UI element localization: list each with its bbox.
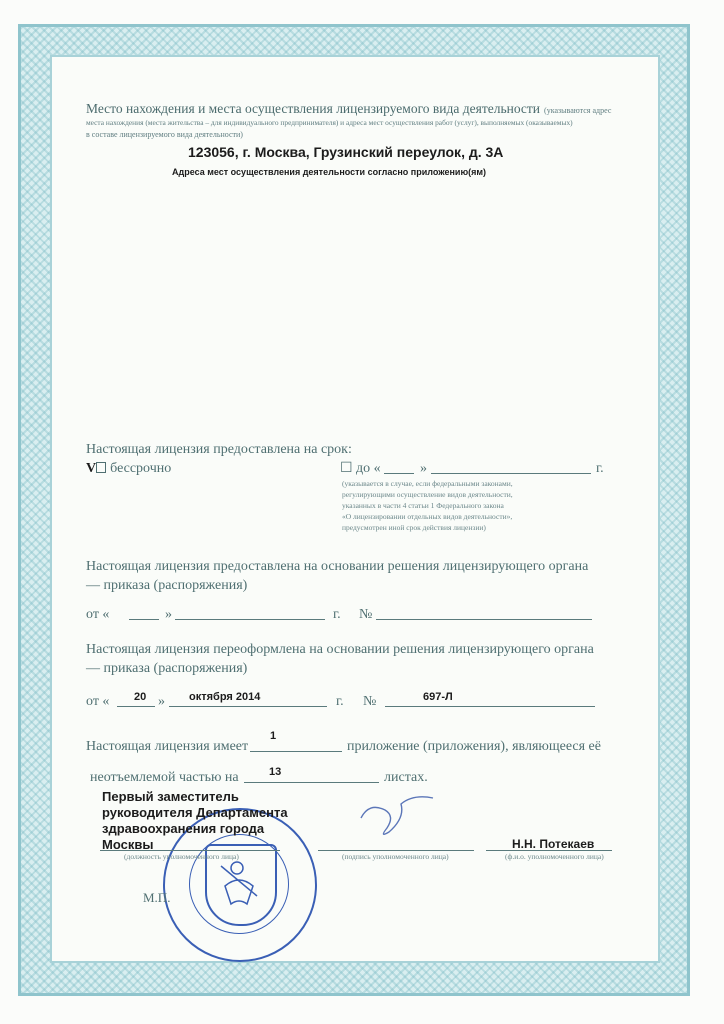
- appendix-count-line: [250, 751, 342, 752]
- position-note: (должность уполномоченного лица): [124, 852, 239, 861]
- signer-position-line: здравоохранения города: [102, 821, 265, 836]
- reissue-month-year: октября 2014: [189, 691, 261, 703]
- term-note-line: предусмотрен иной срок действия лицензии): [342, 523, 486, 532]
- signer-name: Н.Н. Потекаев: [512, 837, 595, 851]
- basis-year: г.: [333, 607, 341, 622]
- reissue-number: 697-Л: [423, 691, 453, 703]
- header-note-line2: места нахождения (места жительства – для индивидуального предпринимателя) и адреса мест осуществления работ (услуг), выполняемых (оказываемых): [86, 118, 573, 127]
- appendix-sheets: 13: [269, 766, 282, 778]
- signer-position-line: Первый заместитель: [102, 789, 239, 804]
- basis-line1: Настоящая лицензия предоставлена на основании решения лицензирующего органа: [86, 559, 589, 574]
- until-year: г.: [596, 461, 604, 476]
- reissue-day-line: [117, 706, 155, 707]
- term-note-line: «О лицензировании отдельных видов деятельности»,: [342, 512, 513, 521]
- appendix-line2-before: неотъемлемой частью на: [90, 770, 239, 785]
- checkbox-icon: [96, 462, 106, 473]
- reissue-from: от «: [86, 694, 110, 709]
- basis-line2: — приказа (распоряжения): [86, 578, 248, 593]
- header-note-line3: в составе лицензируемого вида деятельности): [86, 130, 243, 139]
- term-note-line: указанных в части 4 статьи 1 Федерального закона: [342, 501, 504, 510]
- address-note: Адреса мест осуществления деятельности согласно приложению(ям): [172, 167, 487, 177]
- reissue-number-line: [385, 706, 595, 707]
- until-mid: »: [420, 461, 427, 476]
- basis-day-line: [129, 619, 159, 620]
- term-unlimited: [86, 459, 171, 478]
- reissue-date-line: [169, 706, 327, 707]
- until-date-line: [431, 473, 591, 474]
- appendix-count: 1: [270, 730, 277, 742]
- term-heading: Настоящая лицензия предоставлена на срок:: [86, 442, 352, 457]
- signer-position: [102, 789, 288, 853]
- until-day-line: [384, 473, 414, 474]
- header-note-inline: (указываются адрес: [544, 106, 612, 115]
- term-note-line: (указывается в случае, если федеральными законами,: [342, 479, 513, 488]
- reissue-line2: — приказа (распоряжения): [86, 661, 248, 676]
- reissue-close: »: [158, 694, 165, 709]
- name-note: (ф.и.о. уполномоченного лица): [505, 852, 604, 861]
- basis-date-line: [175, 619, 325, 620]
- term-note: [342, 478, 542, 533]
- header-title: Место нахождения и места осуществления лицензируемого вида деятельности: [86, 101, 541, 116]
- appendix-text-after: приложение (приложения), являющееся её: [347, 739, 601, 754]
- term-note-line: регулирующими осуществление видов деятельности,: [342, 490, 513, 499]
- appendix-line2-after: листах.: [384, 770, 428, 785]
- signature-note: (подпись уполномоченного лица): [342, 852, 449, 861]
- license-address: 123056, г. Москва, Грузинский переулок, д. 3А: [188, 144, 504, 160]
- basis-close: »: [165, 607, 172, 622]
- handwritten-signature: [355, 788, 440, 843]
- header-block: [86, 100, 646, 118]
- seal-place-mark: М.П.: [143, 890, 171, 905]
- reissue-year: г.: [336, 694, 344, 709]
- appendix-sheets-line: [244, 782, 379, 783]
- until-prefix: ☐ до «: [340, 461, 381, 476]
- basis-number-line: [376, 619, 592, 620]
- unlimited-label: бессрочно: [110, 461, 172, 476]
- reissue-day: 20: [134, 691, 147, 703]
- basis-from: от «: [86, 607, 110, 622]
- reissue-line1: Настоящая лицензия переоформлена на основании решения лицензирующего органа: [86, 642, 594, 657]
- reissue-num: №: [363, 694, 377, 709]
- checked-mark: V: [86, 461, 97, 476]
- appendix-text-before: Настоящая лицензия имеет: [86, 739, 249, 754]
- basis-num: №: [359, 607, 373, 622]
- signer-position-line: руководителя Департамента: [102, 805, 288, 820]
- signer-position-line: Москвы: [102, 837, 154, 852]
- term-until: [340, 459, 381, 478]
